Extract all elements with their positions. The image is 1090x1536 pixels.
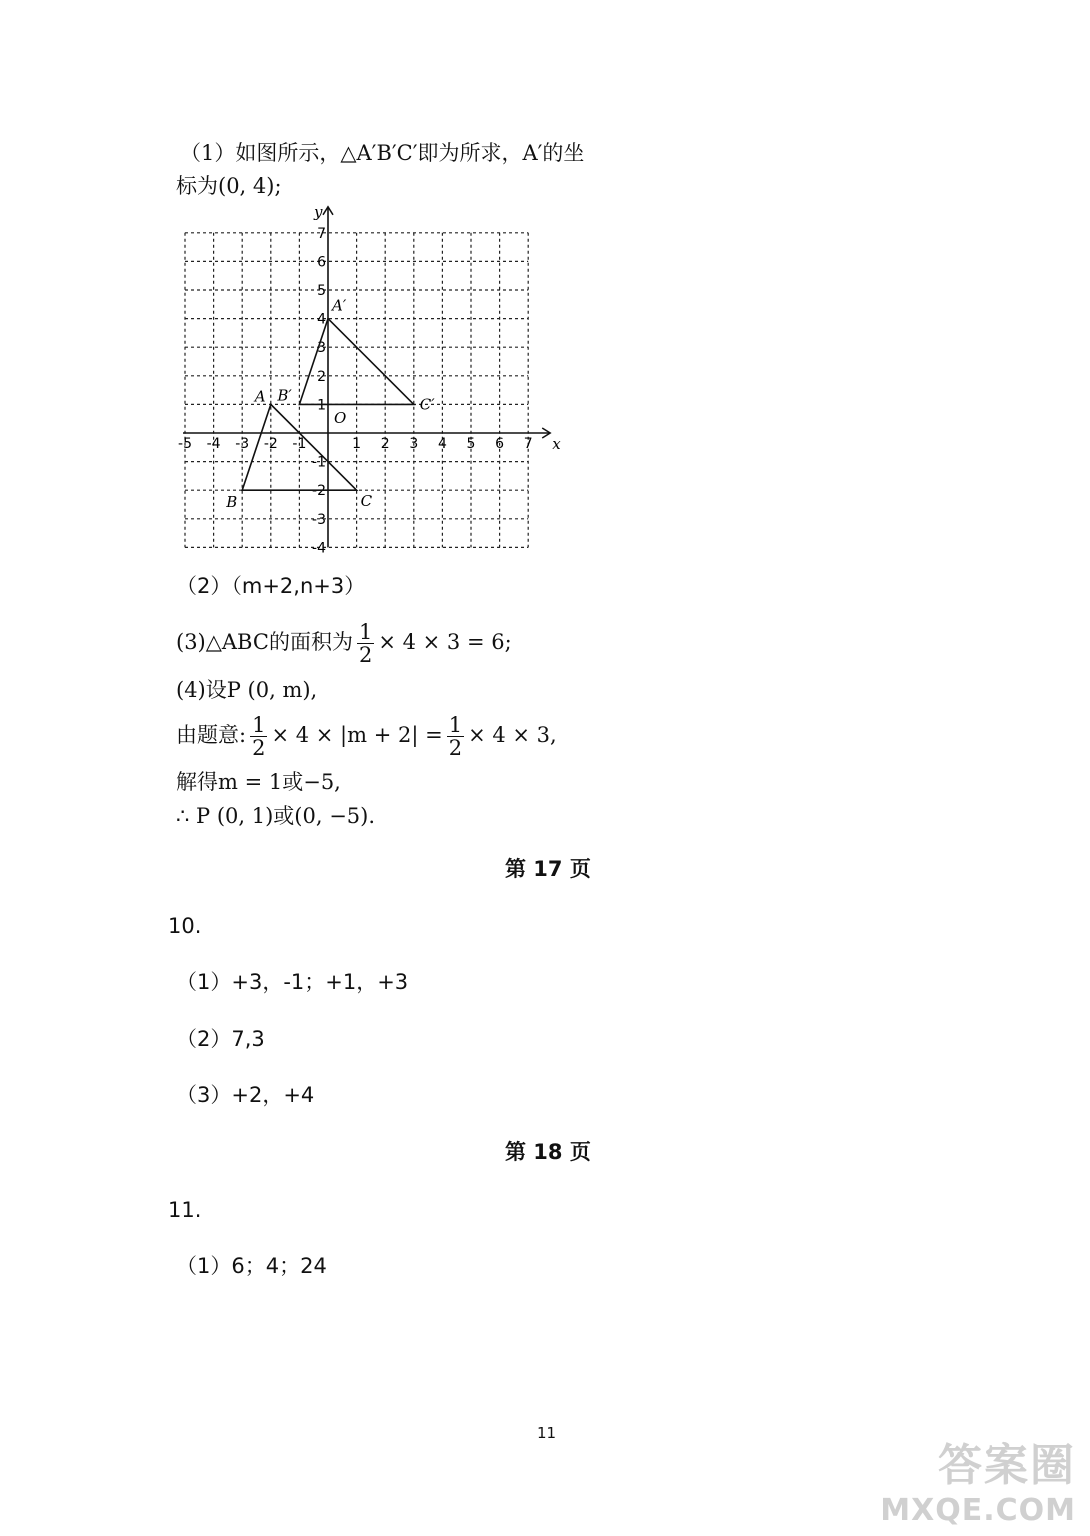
part1-line2: 标为(0, 4); [176,174,282,198]
x-tick-label: 7 [523,436,533,452]
fraction-half: $\frac{1}{2}$ [252,713,266,761]
watermark-line1: 答案圈 [938,1440,1076,1491]
q10-answer-1: （1）+3，-1；+1，+3 [176,970,409,994]
y-tick-label: 6 [317,254,326,271]
x-tick-label: 1 [352,436,362,452]
page17-heading: 第 17 页 [505,857,591,881]
y-tick-label: 1 [317,397,326,414]
x-tick-label: -5 [178,436,192,452]
point-label: A [254,387,266,406]
y-tick-label: 3 [317,340,326,357]
y-tick-label: -3 [312,511,326,528]
y-tick-label: -2 [312,483,326,500]
x-tick-label: 4 [437,436,447,452]
point-label: B′ [277,386,292,405]
part4-line4: ∴ P (0, 1)或(0, −5). [176,804,376,828]
part4-line3: 解得m = 1或−5, [176,770,341,794]
point-label: C [360,492,373,511]
x-tick-label: -1 [292,436,307,452]
origin-label: O [334,409,347,427]
q10-answer-2: （2）7,3 [176,1027,265,1051]
axes [183,203,561,548]
part3-line [176,621,512,666]
coordinate-graph [170,200,570,560]
page-number: 11 [537,1424,557,1442]
part3-suffix: × 4 × 3 = 6; [378,630,512,655]
q11-number: 11. [168,1198,202,1222]
y-axis-label: y [314,202,323,221]
point-label: B [226,493,238,512]
fraction-half: $\frac{1}{2}$ [448,713,463,761]
x-tick-label: -4 [206,436,221,452]
y-tick-label: 2 [317,368,326,385]
q10-answer-3: （3）+2，+4 [176,1083,315,1107]
x-tick-label: -3 [235,436,250,452]
y-tick-label: -1 [312,454,326,471]
fraction-half: $\frac{1}{2}$ [358,620,373,668]
x-tick-label: 6 [495,436,505,452]
watermark-logo [880,1429,1076,1528]
point-label: A′ [332,296,347,315]
x-tick-label: 3 [409,436,419,452]
watermark-line2: MXQE.COM [880,1493,1076,1528]
page18-heading: 第 18 页 [505,1140,591,1164]
part1-line1: （1）如图所示，△A′B′C′即为所求，A′的坐 [180,141,585,165]
y-tick-label: -4 [312,540,326,557]
part4-mid: × 4 × |m + 2| = [271,723,443,748]
x-tick-label: 2 [380,436,390,452]
point-label: C′ [419,395,435,414]
part4-line2 [176,714,557,759]
x-tick-label: 5 [466,436,476,452]
x-tick-label: -2 [263,436,278,452]
q11-answer-1: （1）6；4；24 [176,1254,327,1278]
part3-prefix: (3)△ABC的面积为 [176,630,353,655]
part4-prefix: 由题意: [176,723,247,748]
y-tick-label: 5 [317,283,326,299]
part4-suffix: × 4 × 3, [468,723,557,748]
part4-line1: (4)设P (0, m), [176,678,318,702]
q10-number: 10. [168,914,202,938]
y-tick-label: 7 [317,225,326,242]
x-axis-label: x [552,435,561,453]
y-tick-label: 4 [317,311,326,328]
part2-answer: （2）（m+2,n+3） [176,574,366,598]
